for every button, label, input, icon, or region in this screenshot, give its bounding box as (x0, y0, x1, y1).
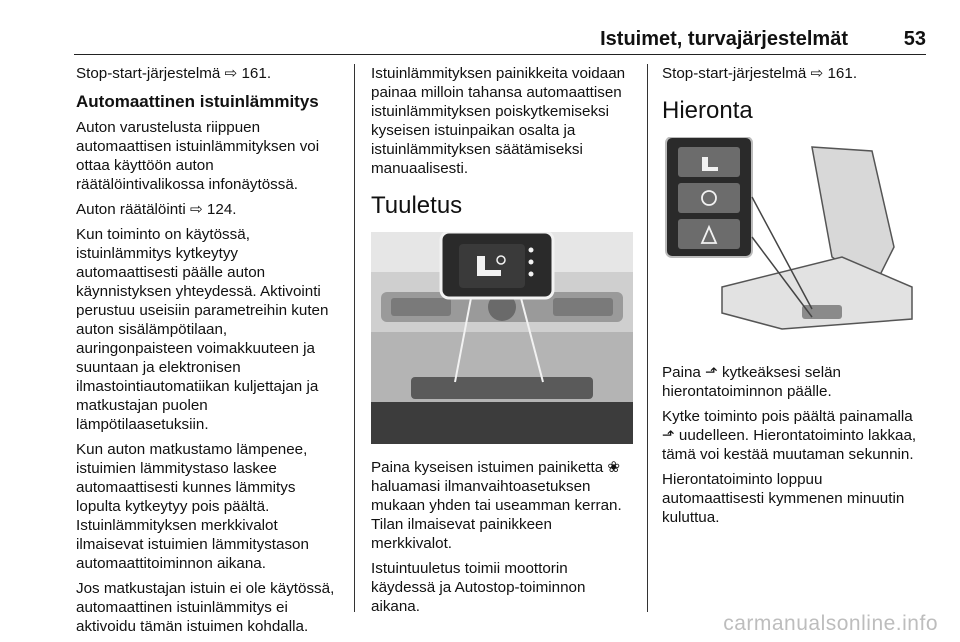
column-3 (662, 64, 928, 533)
stop-start-reference: Stop-start-järjestelmä ⇨ 161. (76, 65, 272, 82)
massage-seat-illustration (662, 137, 926, 349)
column-2 (371, 64, 635, 622)
stop-start-reference: Stop-start-järjestelmä ⇨ 161. (662, 65, 858, 82)
paragraph: Istuinlämmityksen painikkeita voidaan painaa milloin tahansa automaattisen istuinlämmityksen poiskytkemiseksi kyseisen istuinpaikan osalta ja istuinlämmityksen säätämiseksi manuaalisesti. (371, 65, 626, 177)
paragraph: Jos matkustajan istuin ei ole käytössä, automaattinen istuinlämmitys ei aktivoidu tämän istuimen kohdalla. (76, 580, 335, 635)
customization-reference: Auton räätälöinti ⇨ 124. (76, 201, 237, 218)
ventilation-button-illustration (371, 232, 633, 444)
paragraph: Auton varustelusta riippuen automaattisen istuinlämmityksen voi ottaa käyttöön auton räätälöintivalikossa infonäytössä. (76, 119, 320, 193)
paragraph: Kun auton matkustamo lämpenee, istuimien lämmitystaso laskee automaattisesti kunnes lämmitys lopulta kytkeytyy pois päältä. Istuinlämmityksen merkkivalot ilmaisevat istuimien lämmitystason automaattitoiminnon aikana. (76, 441, 309, 572)
column-1 (76, 64, 342, 642)
page-header (74, 26, 926, 55)
column-divider-2 (647, 64, 648, 612)
column-divider-1 (354, 64, 355, 612)
paragraph: Kun toiminto on käytössä, istuinlämmitys kytkeytyy automaattisesti päälle auton käynnistyksen yhteydessä. Aktivointi perustuu useisiin parametreihin kuten auton sisälämpötilaan, auringonpaisteen voimakkuuteen ja suuntaan ja elektronisen ilmastointiautomatiikan kuljettajan ja matkustajan puolen lämpötilaasetuksiin. (76, 226, 329, 433)
page-title: Istuimet, turvajärjestelmät (600, 28, 848, 50)
section-heading-auto-heating: Automaattinen istuinlämmitys (76, 92, 319, 111)
paragraph: Paina ⬏ kytkeäksesi selän hierontatoiminnon päälle. (662, 364, 842, 400)
paragraph: Istuintuuletus toimii moottorin käydessä ja Autostop-toiminnon aikana. (371, 560, 586, 615)
paragraph: Paina kyseisen istuimen painiketta ❀ haluamasi ilmanvaihtoasetuksen mukaan yhden tai useamman kerran. Tilan ilmaisevat painikkeen merkkivalot. (371, 459, 622, 552)
page-number: 53 (903, 28, 926, 50)
paragraph: Hierontatoiminto loppuu automaattisesti kymmenen minuutin kuluttua. (662, 471, 905, 526)
paragraph: Kytke toiminto pois päältä painamalla ⬏ uudelleen. Hierontatoiminto lakkaa, tämä voi kestää muutaman sekunnin. (662, 408, 917, 463)
section-heading-massage: Hieronta (662, 97, 753, 124)
watermark: carmanualsonline.info (723, 612, 938, 635)
section-heading-ventilation: Tuuletus (371, 192, 463, 219)
